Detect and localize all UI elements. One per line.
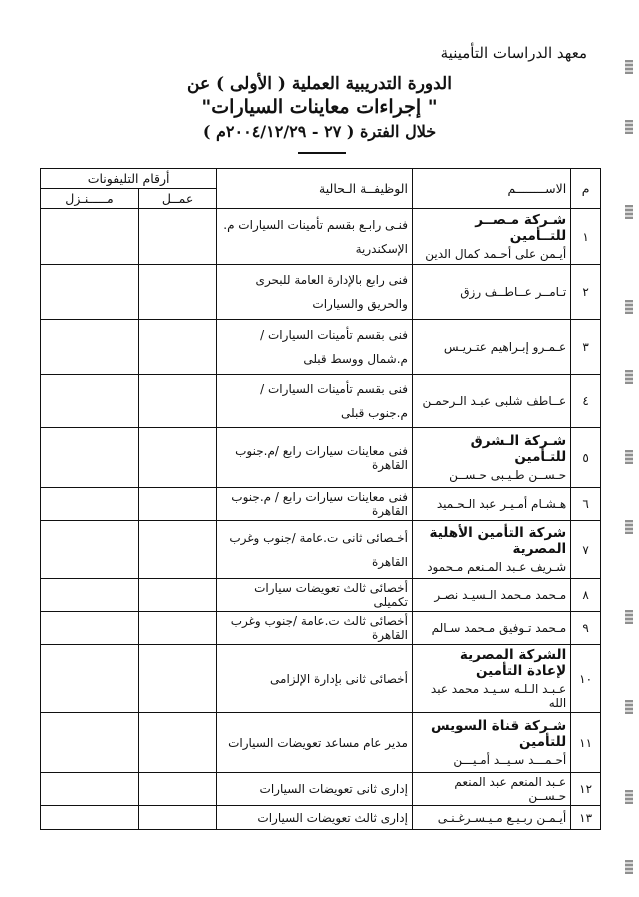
row-work-phone bbox=[138, 806, 216, 830]
row-home-phone bbox=[41, 773, 139, 806]
row-home-phone bbox=[41, 645, 139, 713]
row-job: فنى بقسم تأمينات السيارات /م.شمال ووسط قبلى bbox=[217, 320, 413, 375]
table-row bbox=[41, 428, 601, 488]
row-name-cell bbox=[412, 806, 570, 830]
table-row bbox=[41, 806, 601, 830]
row-num: ١٢ bbox=[571, 773, 601, 806]
row-work-phone bbox=[138, 773, 216, 806]
company-name: شـركة الـشرق للتـأمين bbox=[470, 433, 567, 465]
row-job: أخصائى ثانى بإدارة الإلزامى bbox=[217, 645, 413, 713]
scan-speck bbox=[625, 120, 633, 134]
row-name-cell bbox=[412, 645, 570, 713]
course-title-line2: " إجراءات معاينات السيارات" bbox=[201, 96, 438, 118]
row-job: فنى معاينات سيارات رابع / م.جنوب القاهرة bbox=[217, 488, 413, 521]
row-name-cell bbox=[412, 521, 570, 579]
table-row bbox=[41, 488, 601, 521]
row-job: أخـصائى ثانى ت.عامة /جنوب وغرب القاهرة bbox=[217, 521, 413, 579]
company-name: شـركة قناة السويس للتأمين bbox=[431, 718, 567, 750]
person-name: هـشـام أمـيـر عبد الـحـميد bbox=[436, 497, 567, 511]
scan-speck bbox=[625, 700, 633, 714]
row-name-cell bbox=[412, 375, 570, 428]
row-name-cell bbox=[412, 488, 570, 521]
row-name-cell bbox=[412, 320, 570, 375]
row-home-phone bbox=[41, 806, 139, 830]
person-name: مـحمد تـوفيق مـحمد سـالم bbox=[431, 621, 567, 635]
row-job: فنـى رابـع بقسم تأمينات السيارات م. الإسكندرية bbox=[217, 209, 413, 265]
scan-speck bbox=[625, 205, 633, 219]
scan-speck bbox=[625, 520, 633, 534]
person-name: عـمـرو إبـراهيم عتـريـس bbox=[443, 340, 567, 354]
participants-table bbox=[40, 168, 601, 830]
row-work-phone bbox=[138, 488, 216, 521]
table-row bbox=[41, 265, 601, 320]
table-row bbox=[41, 645, 601, 713]
row-job: فنى بقسم تأمينات السيارات / م.جنوب قبلى bbox=[217, 375, 413, 428]
row-work-phone bbox=[138, 209, 216, 265]
table-row bbox=[41, 521, 601, 579]
person-name: تـامــر عــاطــف رزق bbox=[460, 285, 567, 299]
person-name: عــاطف شلبى عبـد الـرحمـن bbox=[422, 394, 567, 408]
row-work-phone bbox=[138, 713, 216, 773]
row-work-phone bbox=[138, 521, 216, 579]
row-home-phone bbox=[41, 612, 139, 645]
person-name: عـبد المنعم عبد المنعم حـســن bbox=[454, 775, 567, 803]
table-row bbox=[41, 579, 601, 612]
row-job: إدارى ثانى تعويضات السيارات bbox=[217, 773, 413, 806]
title-underline bbox=[298, 152, 346, 154]
row-home-phone bbox=[41, 209, 139, 265]
header-phones: أرقام التليفونات bbox=[41, 169, 217, 189]
table-row bbox=[41, 773, 601, 806]
row-home-phone bbox=[41, 320, 139, 375]
row-job: إدارى ثالث تعويضات السيارات bbox=[217, 806, 413, 830]
row-work-phone bbox=[138, 579, 216, 612]
company-name: شـركة مـصــر للتــأمين bbox=[475, 212, 567, 244]
table-row bbox=[41, 713, 601, 773]
person-name: شـريف عـبد المـنعم مـحمود bbox=[427, 560, 567, 574]
person-name: عـبـد الـلـه سـيـد محمد عبد الله bbox=[430, 682, 567, 710]
row-home-phone bbox=[41, 265, 139, 320]
header-job: الوظيفــة الـحالية bbox=[217, 169, 413, 209]
row-work-phone bbox=[138, 645, 216, 713]
row-home-phone bbox=[41, 428, 139, 488]
row-work-phone bbox=[138, 320, 216, 375]
row-job: أخصائى ثالث تعويضات سيارات تكميلى bbox=[217, 579, 413, 612]
row-num: ٧ bbox=[571, 521, 601, 579]
scan-speck bbox=[625, 450, 633, 464]
course-title-line1: الدورة التدريبية العملية ( الأولى ) عن bbox=[187, 74, 452, 94]
row-num: ٩ bbox=[571, 612, 601, 645]
row-name-cell bbox=[412, 209, 570, 265]
row-num: ٤ bbox=[571, 375, 601, 428]
row-name-cell bbox=[412, 713, 570, 773]
person-name: أيـمن على أحـمد كمال الدين bbox=[425, 247, 567, 261]
scan-speck bbox=[625, 60, 633, 74]
row-job: فنى رابع بالإدارة العامة للبحرى والحريق والسيارات bbox=[217, 265, 413, 320]
row-num: ١٣ bbox=[571, 806, 601, 830]
row-work-phone bbox=[138, 428, 216, 488]
scan-speck bbox=[625, 610, 633, 624]
row-name-cell bbox=[412, 428, 570, 488]
scan-speck bbox=[625, 860, 633, 874]
row-name-cell bbox=[412, 773, 570, 806]
row-num: ١٠ bbox=[571, 645, 601, 713]
person-name: أحـمـــد سـيــد أمـيـــن bbox=[453, 753, 567, 767]
row-name-cell bbox=[412, 265, 570, 320]
scan-speck bbox=[625, 790, 633, 804]
row-home-phone bbox=[41, 521, 139, 579]
row-work-phone bbox=[138, 265, 216, 320]
row-home-phone bbox=[41, 375, 139, 428]
header-num: م bbox=[571, 169, 601, 209]
scan-speck bbox=[625, 300, 633, 314]
row-num: ١ bbox=[571, 209, 601, 265]
header-name: الاســــــــم bbox=[412, 169, 570, 209]
table-header-row bbox=[41, 169, 601, 189]
row-job: فنى معاينات سيارات رابع /م.جنوب القاهرة bbox=[217, 428, 413, 488]
company-name: شركة التأمين الأهلية المصرية bbox=[429, 525, 567, 557]
row-home-phone bbox=[41, 488, 139, 521]
row-num: ٣ bbox=[571, 320, 601, 375]
course-period: خلال الفترة ( ٢٧ - ٢٠٠٤/١٢/٢٩م ) bbox=[202, 122, 437, 141]
row-num: ٢ bbox=[571, 265, 601, 320]
row-job: مدير عام مساعد تعويضات السيارات bbox=[217, 713, 413, 773]
table-row bbox=[41, 209, 601, 265]
row-num: ٨ bbox=[571, 579, 601, 612]
row-num: ٦ bbox=[571, 488, 601, 521]
row-work-phone bbox=[138, 612, 216, 645]
person-name: أيـمـن ربـيـع مـيـسـرغـنـى bbox=[437, 810, 567, 825]
row-name-cell bbox=[412, 579, 570, 612]
header-work: عمــل bbox=[138, 189, 216, 209]
row-name-cell bbox=[412, 612, 570, 645]
row-work-phone bbox=[138, 375, 216, 428]
institute-name: معهد الدراسات التأمينية bbox=[440, 44, 587, 62]
person-name: مـحمد مـحمد الـسيـد نصـر bbox=[434, 588, 567, 602]
row-home-phone bbox=[41, 579, 139, 612]
row-job: أخصائى ثالث ت.عامة /جنوب وغرب القاهرة bbox=[217, 612, 413, 645]
table-row bbox=[41, 320, 601, 375]
table-row bbox=[41, 375, 601, 428]
row-num: ١١ bbox=[571, 713, 601, 773]
row-home-phone bbox=[41, 713, 139, 773]
company-name: الشركة المصرية لإعادة التأمين bbox=[459, 647, 567, 679]
scan-speck bbox=[625, 370, 633, 384]
header-home: مـــــنـزل bbox=[41, 189, 139, 209]
person-name: حـســن طـيـبى حـســن bbox=[449, 468, 567, 482]
table-row bbox=[41, 612, 601, 645]
row-num: ٥ bbox=[571, 428, 601, 488]
